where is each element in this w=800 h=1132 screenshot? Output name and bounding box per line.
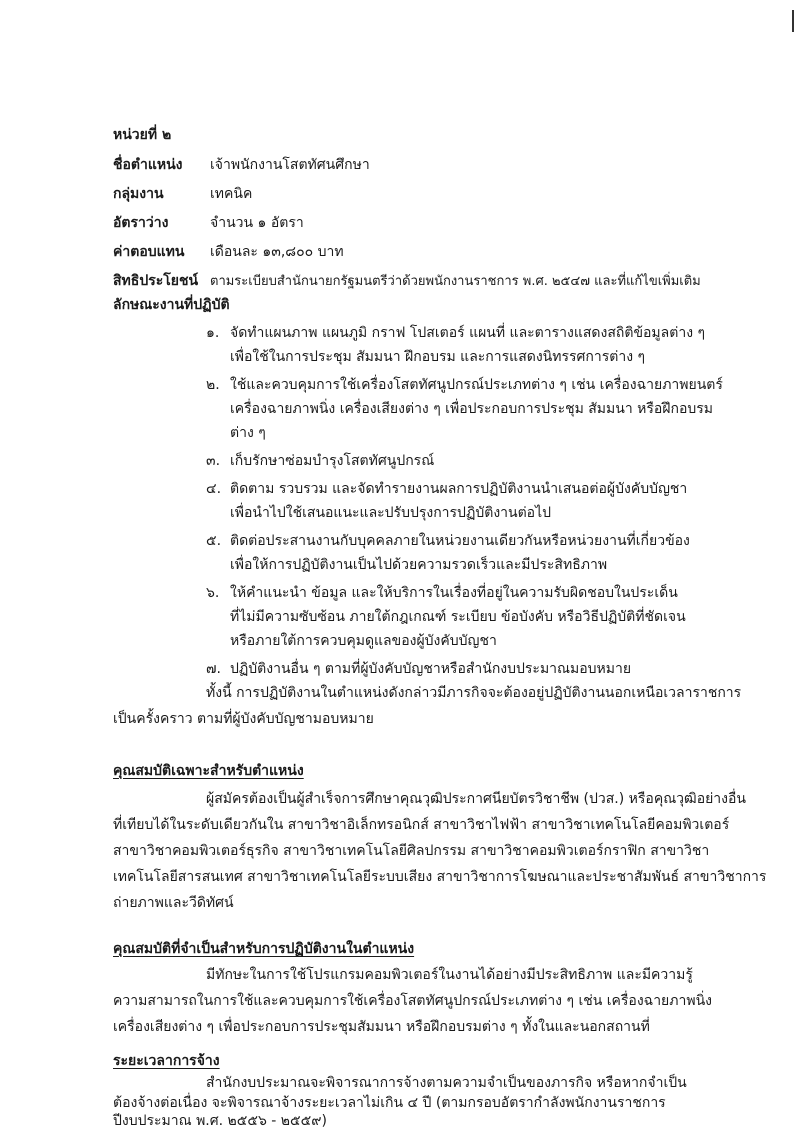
- employment-heading: ระยะเวลาการจ้าง: [113, 1053, 220, 1069]
- field-label-position: ชื่อตำแหน่ง: [113, 157, 183, 173]
- field-value-position: เจ้าพนักงานโสตทัศนศึกษา: [210, 157, 370, 173]
- duty-line: ใช้และควบคุมการใช้เครื่องโสตทัศนูปกรณ์ประเภทต่าง ๆ เช่น เครื่องฉายภาพยนตร์: [230, 377, 723, 393]
- unit-title: หน่วยที่ ๒: [113, 127, 172, 143]
- duty-number: ๖.: [206, 585, 220, 601]
- duty-line: ติดตาม รวบรวม และจัดทำรายงานผลการปฏิบัติงานนำเสนอต่อผู้บังคับบัญชา: [230, 481, 688, 497]
- duty-line: ให้คำแนะนำ ข้อมูล และให้บริการในเรื่องที่อยู่ในความรับผิดชอบในประเด็น: [230, 585, 678, 601]
- duty-line: เพื่อให้การปฏิบัติงานเป็นไปด้วยความรวดเร็วและมีประสิทธิภาพ: [230, 557, 608, 573]
- duty-number: ๕.: [206, 533, 222, 549]
- duty-number: ๓.: [206, 453, 221, 469]
- duty-line: เครื่องฉายภาพนิ่ง เครื่องเสียงต่าง ๆ เพื่อประกอบการประชุม สัมมนา หรือฝึกอบรม: [230, 401, 714, 417]
- duties-note-line: เป็นครั้งคราว ตามที่ผู้บังคับบัญชามอบหมาย: [113, 711, 374, 727]
- scan-mark: [792, 10, 794, 32]
- employment-line: ปีงบประมาณ พ.ศ. ๒๕๕๖ - ๒๕๕๙): [113, 1113, 327, 1129]
- qualifications-line: ที่เทียบได้ในระดับเดียวกันใน สาขาวิชาอิเล็กทรอนิกส์ สาขาวิชาไฟฟ้า สาขาวิชาเทคโนโลยีคอมพิวเตอร์: [113, 817, 730, 833]
- duty-number: ๒.: [206, 377, 220, 393]
- skills-line: ความสามารถในการใช้และควบคุมการใช้เครื่องโสตทัศนูปกรณ์ประเภทต่าง ๆ เช่น เครื่องฉายภาพนิ่ง: [113, 993, 712, 1009]
- field-label-vacancy: อัตราว่าง: [113, 215, 169, 231]
- qualifications-line: สาขาวิชาคอมพิวเตอร์ธุรกิจ สาขาวิชาเทคโนโลยีศิลปกรรม สาขาวิชาคอมพิวเตอร์กราฟิก สาขาวิชา: [113, 843, 710, 859]
- duty-number: ๔.: [206, 481, 222, 497]
- field-value-benefits: ตามระเบียบสำนักนายกรัฐมนตรีว่าด้วยพนักงานราชการ พ.ศ. ๒๕๔๗ และที่แก้ไขเพิ่มเติม: [210, 274, 701, 289]
- duty-number: ๗.: [206, 661, 221, 677]
- duty-line: ปฏิบัติงานอื่น ๆ ตามที่ผู้บังคับบัญชาหรือสำนักงบประมาณมอบหมาย: [230, 661, 632, 677]
- duty-line: จัดทำแผนภาพ แผนภูมิ กราฟ โปสเตอร์ แผนที่ และตารางแสดงสถิติข้อมูลต่าง ๆ: [230, 325, 706, 341]
- qualifications-line: ถ่ายภาพและวีดิทัศน์: [113, 895, 234, 911]
- duty-line: เพื่อนำไปใช้เสนอแนะและปรับปรุงการปฏิบัติงานต่อไป: [230, 505, 552, 521]
- field-value-salary: เดือนละ ๑๓,๘๐๐ บาท: [210, 244, 344, 260]
- field-label-benefits: สิทธิประโยชน์: [113, 273, 199, 289]
- skills-line: มีทักษะในการใช้โปรแกรมคอมพิวเตอร์ในงานได้อย่างมีประสิทธิภาพ และมีความรู้: [206, 967, 693, 983]
- duty-line: ติดต่อประสานงานกับบุคคลภายในหน่วยงานเดียวกันหรือหน่วยงานที่เกี่ยวข้อง: [230, 533, 690, 549]
- field-label-salary: ค่าตอบแทน: [113, 244, 185, 260]
- skills-heading: คุณสมบัติที่จำเป็นสำหรับการปฏิบัติงานในตำแหน่ง: [113, 941, 415, 957]
- duty-line: ที่ไม่มีความซับซ้อน ภายใต้กฎเกณฑ์ ระเบียบ ข้อบังคับ หรือวิธีปฏิบัติที่ชัดเจน: [230, 609, 686, 625]
- duty-line: ต่าง ๆ: [230, 425, 266, 441]
- skills-line: เครื่องเสียงต่าง ๆ เพื่อประกอบการประชุมสัมมนา หรือฝึกอบรมต่าง ๆ ทั้งในและนอกสถานที่: [113, 1019, 650, 1035]
- qualifications-heading: คุณสมบัติเฉพาะสำหรับตำแหน่ง: [113, 763, 304, 779]
- duty-line: เพื่อใช้ในการประชุม สัมมนา ฝึกอบรม และการแสดงนิทรรศการต่าง ๆ: [230, 349, 646, 365]
- employment-line: ต้องจ้างต่อเนื่อง จะพิจารณาจ้างระยะเวลาไม่เกิน ๔ ปี (ตามกรอบอัตรากำลังพนักงานราชการ: [113, 1095, 666, 1111]
- duty-number: ๑.: [206, 325, 220, 341]
- qualifications-line: ผู้สมัครต้องเป็นผู้สำเร็จการศึกษาคุณวุฒิประกาศนียบัตรวิชาชีพ (ปวส.) หรือคุณวุฒิอย่างอื่น: [206, 791, 746, 807]
- field-value-vacancy: จำนวน ๑ อัตรา: [210, 215, 304, 231]
- duty-line: เก็บรักษาซ่อมบำรุงโสตทัศนูปกรณ์: [230, 453, 435, 469]
- qualifications-line: เทคโนโลยีสารสนเทศ สาขาวิชาเทคโนโลยีระบบเสียง สาขาวิชาการโฆษณาและประชาสัมพันธ์ สาขาวิชาการ: [113, 869, 767, 885]
- duties-heading: ลักษณะงานที่ปฏิบัติ: [113, 297, 230, 313]
- employment-line: สำนักงบประมาณจะพิจารณาการจ้างตามความจำเป็นของภารกิจ หรือหากจำเป็น: [206, 1075, 687, 1091]
- duties-note-line: ทั้งนี้ การปฏิบัติงานในตำแหน่งดังกล่าวมีภารกิจจะต้องอยู่ปฏิบัติงานนอกเหนือเวลาราชการ: [206, 685, 742, 701]
- field-value-group: เทคนิค: [210, 186, 253, 202]
- field-label-group: กลุ่มงาน: [113, 186, 164, 202]
- duty-line: หรือภายใต้การควบคุมดูแลของผู้บังคับบัญชา: [230, 633, 497, 649]
